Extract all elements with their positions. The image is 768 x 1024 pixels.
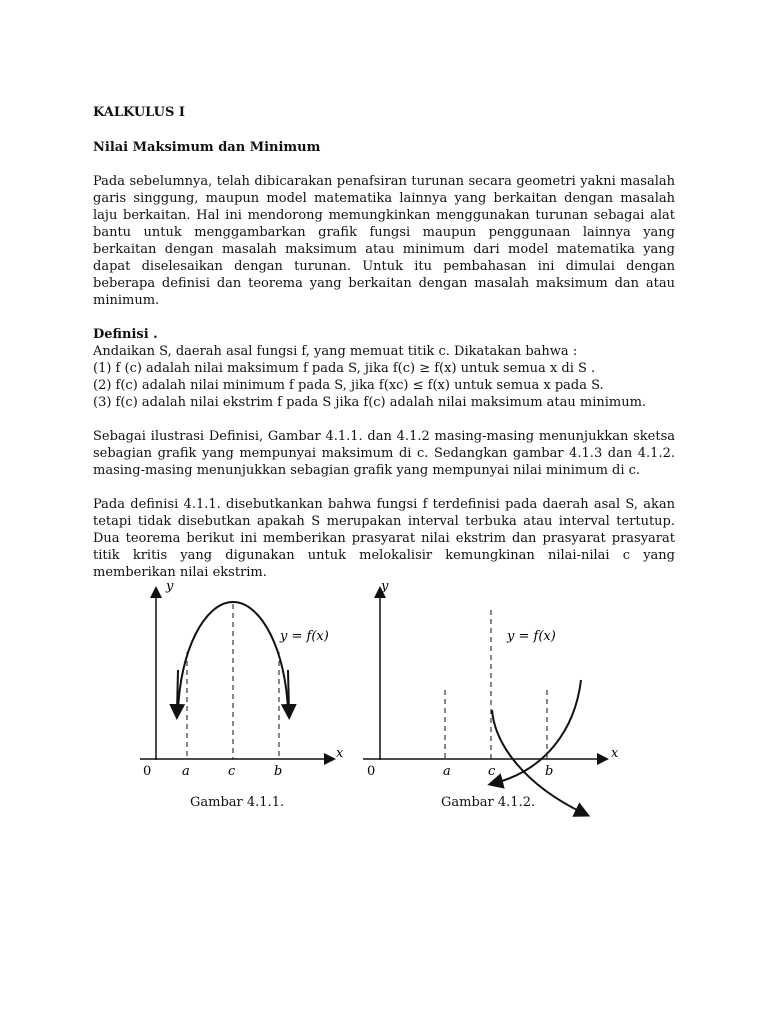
origin-label: 0 — [367, 764, 376, 779]
tick-b: b — [545, 764, 554, 779]
curve-label: y = f(x) — [280, 629, 329, 644]
curve-rising — [495, 680, 581, 783]
definition-line: (1) f (c) adalah nilai maksimum f pada S, jika f(c) ≥ f(x) untuk semua x di S . — [93, 361, 596, 376]
tick-a: a — [443, 764, 451, 779]
tick-c: c — [488, 764, 496, 779]
figure-4-1-1 — [130, 570, 350, 800]
figure-4-1-2 — [355, 570, 630, 825]
tick-b: b — [274, 764, 283, 779]
definition-line: Andaikan S, daerah asal fungsi f, yang memuat titik c. Dikatakan bahwa : — [93, 344, 578, 359]
illustration-paragraph: Sebagai ilustrasi Definisi, Gambar 4.1.1. dan 4.1.2 masing-masing menunjukkan sketsa sebagian grafik yang mempunyai maksimum di c. Sedangkan gambar 4.1.3 dan 4.1.2. masing-masing menunjukkan sebagian grafik yang mempunyai nilai minimum di c. — [93, 429, 675, 478]
y-label: y — [381, 579, 389, 594]
curve-label: y = f(x) — [507, 629, 556, 644]
curve-arrow-left — [177, 670, 178, 712]
intro-paragraph: Pada sebelumnya, telah dibicarakan penafsiran turunan secara geometri yakni masalah garis singgung, maupun model matematika lainnya yang berkaitan dengan masalah laju berkaitan. Hal ini mendorong memungkinkan menggunakan turunan sebagai alat bantu untuk menggambarkan grafik fungsi maupun penggunaan lainnya yang berkaitan dengan masalah maksimum atau minimum dari model matematika yang dapat diselesaikan dengan turunan. Untuk itu pembahasan ini dimulai dengan beberapa definisi dan teorema yang berkaitan dengan masalah maksimum dan atau minimum. — [93, 174, 675, 308]
closing-paragraph: Pada definisi 4.1.1. disebutkankan bahwa fungsi f terdefinisi pada daerah asal S, akan tetapi tidak disebutkan apakah S merupakan interval terbuka atau interval tertutup. Dua teorema berikut ini memberikan prasyarat nilai ekstrim dan prasyarat prasyarat titik kritis yang digunakan untuk melokalisir kemungkinan nilai-nilai c yang memberikan nilai ekstrim. — [93, 497, 675, 580]
tick-c: c — [228, 764, 236, 779]
tick-a: a — [182, 764, 190, 779]
definition-line: (2) f(c) adalah nilai minimum f pada S, jika f(xc) ≤ f(x) untuk semua x pada S. — [93, 378, 604, 393]
origin-label: 0 — [143, 764, 152, 779]
definition-block — [93, 326, 675, 411]
definition-title: Definisi . — [93, 327, 158, 342]
x-label: x — [336, 746, 344, 761]
y-label: y — [166, 579, 174, 594]
document-title: KALKULUS I — [93, 105, 185, 120]
section-title: Nilai Maksimum dan Minimum — [93, 140, 321, 155]
figure-1-caption: Gambar 4.1.1. — [190, 795, 285, 810]
x-label: x — [611, 746, 619, 761]
figure-2-caption: Gambar 4.1.2. — [441, 795, 536, 810]
curve-arrow-right — [288, 670, 289, 712]
document-body — [93, 104, 675, 598]
definition-line: (3) f(c) adalah nilai ekstrim f pada S jika f(c) adalah nilai maksimum atau minimum. — [93, 395, 647, 410]
